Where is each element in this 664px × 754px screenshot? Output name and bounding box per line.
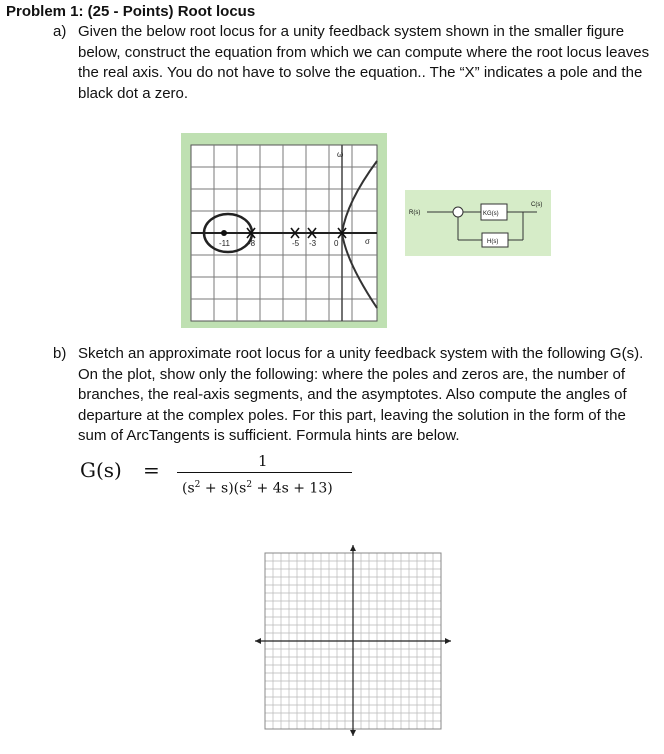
forward-block-label: KG(s): [483, 211, 499, 217]
down-arrow-icon: [350, 730, 356, 736]
tick-label: -8: [248, 239, 256, 248]
equation-numerator: 1: [258, 452, 268, 470]
tick-label: -11: [219, 239, 230, 248]
problem-title: Problem 1: (25 - Points) Root locus: [6, 3, 256, 20]
part-b-text: Sketch an approximate root locus for a unity feedback system with the following G(s). On the plot, show only the following: where the poles and zeros are, the number of branches, the real-axis segments, and the asymptotes. Also compute the angles of departure at the complex poles. For this part, leaving the solution in the form of the sum of ArcTangents is sufficient. Formula hints are below.: [78, 345, 644, 444]
part-a-label: a): [53, 23, 67, 40]
block-diagram-figure: [405, 190, 551, 256]
fraction-bar: [177, 472, 352, 473]
up-arrow-icon: [350, 545, 356, 551]
equation-lhs: G(s): [80, 458, 122, 482]
output-label: C(s): [531, 202, 543, 208]
feedback-block-label: H(s): [487, 239, 499, 245]
left-arrow-icon: [255, 638, 261, 644]
root-locus-figure: [181, 133, 387, 328]
omega-label: ω: [337, 150, 344, 159]
equation-denominator: $(s^2 + s)(s^2 + 4s + 13)$: [182, 480, 333, 497]
input-label: R(s): [409, 210, 421, 216]
tick-label: -3: [309, 239, 317, 248]
tick-label: 0: [334, 239, 339, 248]
right-arrow-icon: [445, 638, 451, 644]
equation-equals: =: [143, 458, 160, 482]
tick-label: -5: [292, 239, 300, 248]
sigma-label: σ: [365, 237, 370, 246]
part-b-label: b): [53, 345, 67, 362]
zero-marker: [221, 230, 227, 236]
sketch-grid[interactable]: [253, 543, 453, 738]
part-a-text: Given the below root locus for a unity feedback system shown in the smaller figure below, construct the equation from which we can compute where the root locus leaves the real axis. You do not have to solve the equation.. The “X” indicates a pole and the black dot a zero.: [78, 23, 650, 102]
